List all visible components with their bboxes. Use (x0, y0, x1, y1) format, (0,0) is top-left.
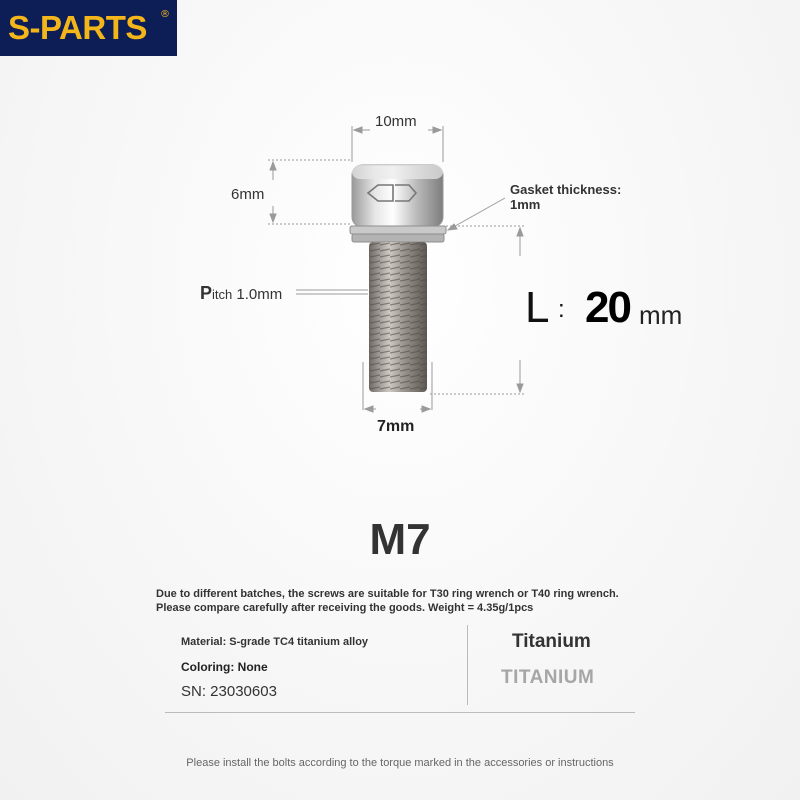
pitch-label (200, 283, 282, 304)
gasket-thickness-label: Gasket thickness: (510, 182, 622, 197)
length-symbol: L (525, 283, 550, 332)
horizontal-divider (165, 712, 635, 713)
length-unit: mm (639, 300, 683, 330)
material-name-en: TITANIUM (501, 667, 595, 688)
thread-diameter-label: 7mm (377, 418, 415, 435)
serial-number: SN: 23030603 (181, 683, 277, 700)
brand-name: S-PARTS (8, 9, 147, 46)
bolt-head (352, 165, 443, 227)
length-colon: : (558, 296, 565, 323)
pitch-prefix-big: P (200, 283, 213, 303)
vertical-divider (467, 625, 468, 705)
head-height-label: 6mm (231, 186, 265, 203)
bolt-shank (369, 242, 427, 392)
head-diameter-label: 10mm (375, 113, 417, 130)
registered-mark: ® (160, 9, 170, 20)
compatibility-note: Due to different batches, the screws are suitable for T30 ring wrench or T40 ring wrench. Please compare carefully after receiving the goods. Weight = 4.35g/1pcs (156, 588, 619, 614)
pitch-prefix-small: itch (212, 287, 233, 302)
length-value: 20 (585, 283, 630, 332)
gasket-thickness-value: 1mm (510, 197, 541, 212)
install-note: Please install the bolts according to the torque marked in the accessories or instructions (186, 757, 614, 769)
coloring-spec: Coloring: None (181, 660, 268, 674)
size-title: M7 (369, 515, 431, 564)
material-name: Titanium (512, 631, 591, 652)
bolt-gasket (350, 226, 446, 242)
pitch-value: 1.0mm (236, 286, 283, 303)
material-spec: Material: S-grade TC4 titanium alloy (181, 636, 369, 648)
